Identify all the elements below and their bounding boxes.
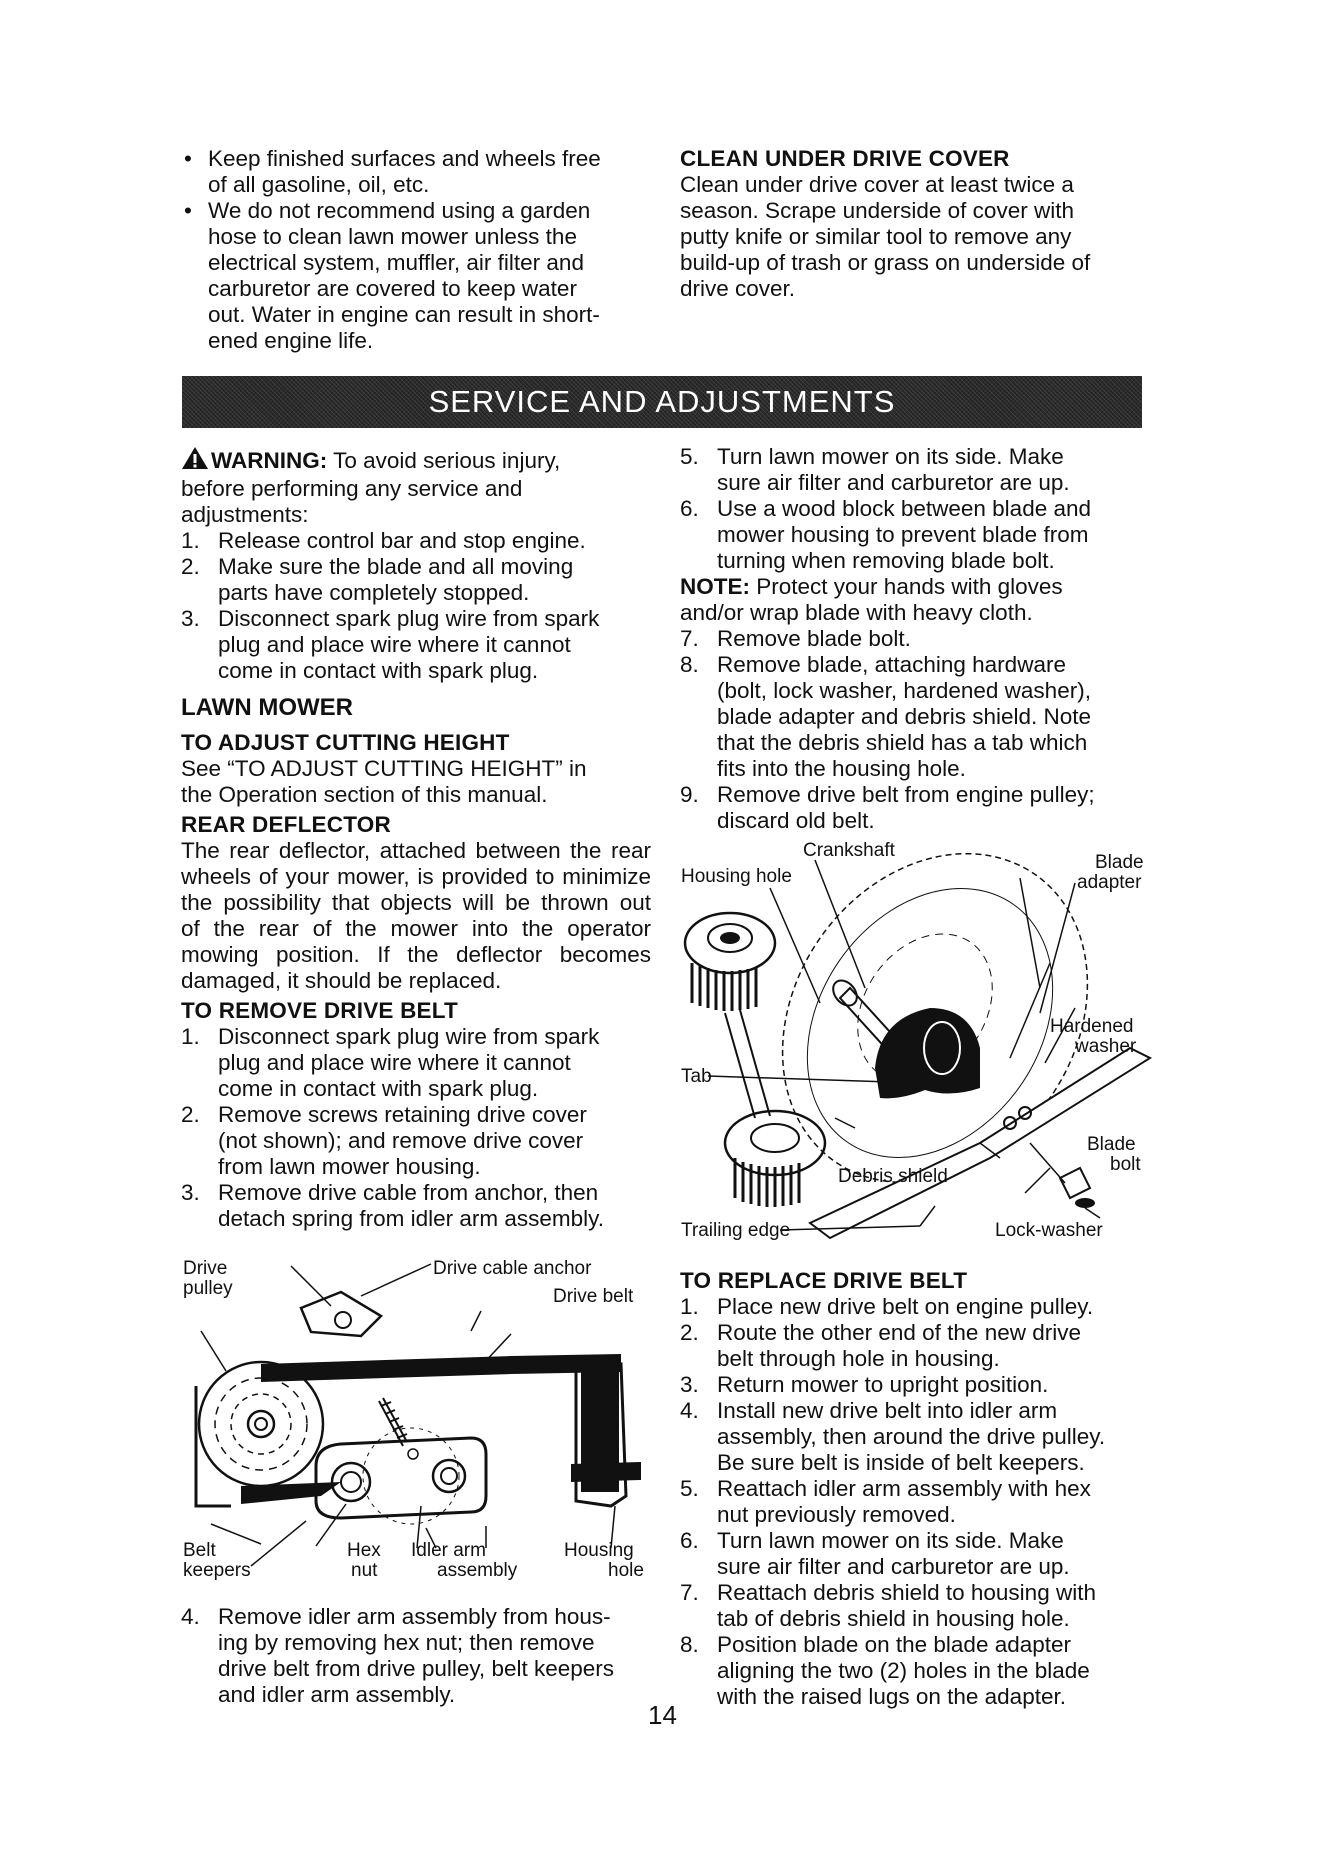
blade-assembly-figure <box>680 838 1155 1258</box>
list-item: 5. Turn lawn mower on its side. Make sure air filter and carburetor are up. <box>680 444 1070 495</box>
list-item: 2. Route the other end of the new drive belt through hole in housing. <box>680 1320 1081 1371</box>
label-hex-nut-2: nut <box>351 1560 378 1581</box>
replace-belt-section <box>680 1268 1155 1710</box>
list-item: 6. Turn lawn mower on its side. Make sure air filter and carburetor are up. <box>680 1528 1070 1579</box>
bullet-item: • We do not recommend using a garden hose to clean lawn mower unless the electrical system, muffler, air filter and carburetor are covered to keep water out. Water in engine can result in short- ened engine life. <box>181 198 651 354</box>
list-item: 6. Use a wood block between blade and mower housing to prevent blade from turning when removing blade bolt. <box>680 496 1092 573</box>
list-item: 7. Remove blade bolt. <box>680 626 911 651</box>
list-item: 3. Return mower to upright position. <box>680 1372 1049 1397</box>
list-item: 1. Place new drive belt on engine pulley. <box>680 1294 1094 1319</box>
list-item: 1. Release control bar and stop engine. <box>181 528 586 553</box>
label-lock-washer: Lock-washer <box>995 1220 1103 1241</box>
label-housing-hole-2: hole <box>608 1560 644 1581</box>
list-item: 2. Make sure the blade and all moving parts have completely stopped. <box>181 554 574 605</box>
remove-belt-heading: TO REMOVE DRIVE BELT <box>181 998 458 1023</box>
warning-label: WARNING: <box>211 448 328 473</box>
remove-blade-steps: 5. Turn lawn mower on its side. Make sure air filter and carburetor are up. 6. Use a wood block between blade and mower housing to prevent blade from turning when removing blade bolt. NOTE: Protect your hands with gloves and/or wrap blade with heavy cloth. 7. Remove blade bolt. 8. Remove blade, attaching hardware (bolt, lock washer, hardened washer), blade adapter and debris shield. Note that the debris shield has a tab which fits into the housing hole. 9. Remove drive belt from engine pulley; discard old belt. <box>680 444 1155 834</box>
list-item: 3. Remove drive cable from anchor, then detach spring from idler arm assembly. <box>181 1180 604 1231</box>
label-cable-anchor: Drive cable anchor <box>433 1258 592 1279</box>
list-item: 8. Position blade on the blade adapter aligning the two (2) holes in the blade with the raised lugs on the adapter. <box>680 1632 1090 1709</box>
note-label: NOTE: <box>680 574 750 599</box>
list-item: 3. Disconnect spark plug wire from spark plug and place wire where it cannot come in contact with spark plug. <box>181 606 600 683</box>
bullet-item: • Keep finished surfaces and wheels free of all gasoline, oil, etc. <box>181 146 651 198</box>
intro-bullets <box>181 146 651 354</box>
lawn-mower-heading: LAWN MOWER <box>181 694 353 721</box>
label-belt-keepers: Belt <box>183 1540 216 1561</box>
label-idler-arm-2: assembly <box>437 1560 518 1581</box>
cutting-height-heading: TO ADJUST CUTTING HEIGHT <box>181 730 510 755</box>
list-item: 9. Remove drive belt from engine pulley; discard old belt. <box>680 782 1095 833</box>
section-heading: CLEAN UNDER DRIVE COVER <box>680 146 1010 171</box>
label-debris-shield: Debris shield <box>838 1166 948 1187</box>
rear-deflector-heading: REAR DEFLECTOR <box>181 812 391 837</box>
label-hardened-washer-2: washer <box>1075 1036 1137 1057</box>
label-hex-nut: Hex <box>347 1540 381 1561</box>
banner-title: SERVICE AND ADJUSTMENTS <box>428 384 896 419</box>
replace-belt-heading: TO REPLACE DRIVE BELT <box>680 1268 968 1293</box>
label-blade-bolt: Blade <box>1087 1134 1136 1155</box>
list-item: 2. Remove screws retaining drive cover (not shown); and remove drive cover from lawn mower housing. <box>181 1102 587 1179</box>
label-blade-adapter: Blade <box>1095 852 1144 873</box>
warning-block: WARNING: To avoid serious injury, before performing any service and adjustments: 1. Release control bar and stop engine. 2. Make sure the blade and all moving parts have completely stopped. 3. Disconnect spark plug wire from spark plug and place wire where it cannot come in contact with spark plug. LAWN MOWER TO ADJUST CUTTING HEIGHT See “TO ADJUST CUTTING HEIGHT” in the Operation section of this manual. REAR DEFLECTOR The rear deflector, attached between the rear wheels of your mower, is provided to minimize the possibility that objects will be thrown out of the rear of the mower into the operator mowing position. If the deflector becomes damaged, it should be replaced. TO REMOVE DRIVE BELT 1. Disconnect spark plug wire from spark plug and place wire where it cannot come in contact with spark plug. 2. Remove screws retaining drive cover (not shown); and remove drive cover from lawn mower housing. 3. Remove drive cable from anchor, then detach spring from idler arm assembly. <box>181 448 651 1231</box>
list-item: 4. Install new drive belt into idler arm assembly, then around the drive pulley. Be sure belt is inside of belt keepers. <box>680 1398 1106 1475</box>
label-idler-arm: Idler arm <box>411 1540 486 1561</box>
drive-belt-figure <box>181 1256 651 1586</box>
label-belt-keepers-2: keepers <box>183 1560 251 1581</box>
label-blade-bolt-2: bolt <box>1110 1154 1141 1175</box>
remove-belt-step4 <box>181 1604 651 1708</box>
section-banner <box>182 376 1142 428</box>
label-blade-adapter-2: adapter <box>1077 872 1142 893</box>
label-hardened-washer: Hardened <box>1050 1016 1134 1037</box>
page-number: 14 <box>648 1700 677 1730</box>
label-drive: Drive <box>183 1258 228 1279</box>
label-housing-hole: Housing hole <box>681 866 792 887</box>
warning-triangle-icon <box>181 446 209 476</box>
list-item: 7. Reattach debris shield to housing with tab of debris shield in housing hole. <box>680 1580 1096 1631</box>
label-housing-hole: Housing <box>564 1540 634 1561</box>
list-item: 5. Reattach idler arm assembly with hex nut previously removed. <box>680 1476 1091 1527</box>
list-item: 8. Remove blade, attaching hardware (bolt, lock washer, hardened washer), blade adapter and debris shield. Note that the debris shield has a tab which fits into the housing hole. <box>680 652 1092 781</box>
label-tab: Tab <box>681 1066 712 1087</box>
list-item: 4. Remove idler arm assembly from hous- ing by removing hex nut; then remove drive belt from drive pulley, belt keepers and idler arm assembly. <box>181 1604 615 1707</box>
list-item: 1. Disconnect spark plug wire from spark plug and place wire where it cannot come in contact with spark plug. <box>181 1024 600 1101</box>
label-pulley: pulley <box>183 1278 233 1299</box>
label-drive-belt: Drive belt <box>553 1286 634 1307</box>
label-trailing-edge: Trailing edge <box>681 1220 791 1241</box>
label-crankshaft: Crankshaft <box>803 840 895 861</box>
clean-under-section: CLEAN UNDER DRIVE COVER Clean under drive cover at least twice a season. Scrape underside of cover with putty knife or similar tool to remove any build-up of trash or grass on underside of drive cover. <box>680 146 1155 302</box>
